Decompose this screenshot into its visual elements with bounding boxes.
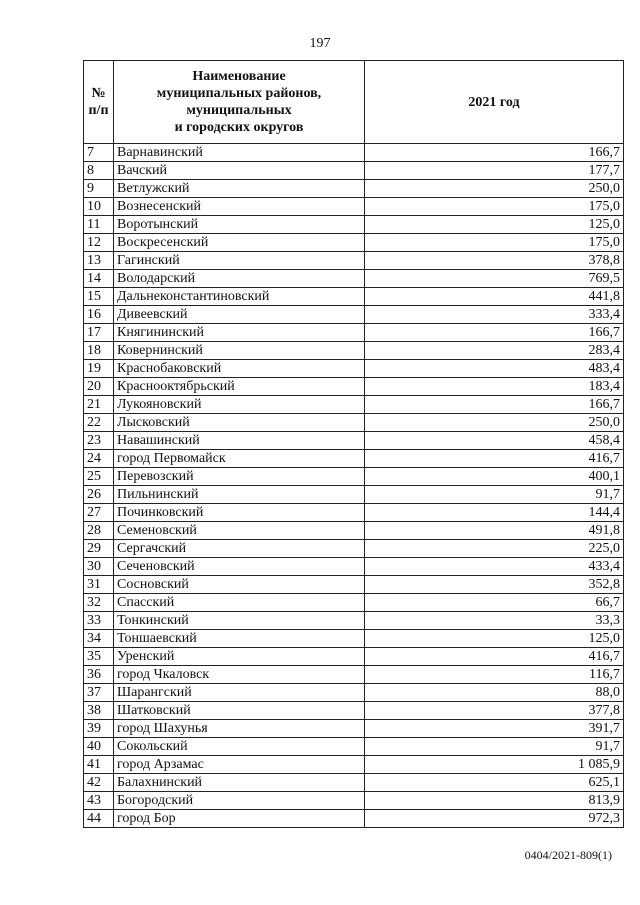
row-number: 13 — [84, 252, 114, 270]
row-value: 125,0 — [365, 216, 624, 234]
row-value: 225,0 — [365, 540, 624, 558]
row-value: 88,0 — [365, 684, 624, 702]
row-name: город Шахунья — [114, 720, 365, 738]
row-number: 24 — [84, 450, 114, 468]
table-row — [84, 666, 624, 684]
row-name: Лукояновский — [114, 396, 365, 414]
table-row — [84, 810, 624, 828]
row-value: 175,0 — [365, 198, 624, 216]
row-number: 27 — [84, 504, 114, 522]
row-number: 36 — [84, 666, 114, 684]
table-row — [84, 450, 624, 468]
row-number: 43 — [84, 792, 114, 810]
row-value: 66,7 — [365, 594, 624, 612]
table-row — [84, 576, 624, 594]
row-value: 166,7 — [365, 396, 624, 414]
row-number: 25 — [84, 468, 114, 486]
row-number: 30 — [84, 558, 114, 576]
row-number: 29 — [84, 540, 114, 558]
row-value: 433,4 — [365, 558, 624, 576]
header-number — [84, 61, 114, 144]
row-name: Тоншаевский — [114, 630, 365, 648]
row-name: Краснобаковский — [114, 360, 365, 378]
row-name: Гагинский — [114, 252, 365, 270]
row-value: 183,4 — [365, 378, 624, 396]
row-number: 18 — [84, 342, 114, 360]
row-number: 44 — [84, 810, 114, 828]
row-name: Перевозский — [114, 468, 365, 486]
table-row — [84, 540, 624, 558]
row-number: 40 — [84, 738, 114, 756]
row-value: 175,0 — [365, 234, 624, 252]
row-name: Шатковский — [114, 702, 365, 720]
row-number: 32 — [84, 594, 114, 612]
row-name: Вознесенский — [114, 198, 365, 216]
header-name-line: муниципальных районов, — [156, 86, 322, 101]
header-year: 2021 год — [365, 61, 624, 144]
row-name: Сосновский — [114, 576, 365, 594]
table-row — [84, 684, 624, 702]
row-name: Ковернинский — [114, 342, 365, 360]
row-name: Воскресенский — [114, 234, 365, 252]
table-row — [84, 414, 624, 432]
table-row — [84, 792, 624, 810]
table-row — [84, 630, 624, 648]
row-value: 813,9 — [365, 792, 624, 810]
row-value: 972,3 — [365, 810, 624, 828]
row-number: 31 — [84, 576, 114, 594]
row-value: 458,4 — [365, 432, 624, 450]
row-number: 9 — [84, 180, 114, 198]
table-row — [84, 522, 624, 540]
row-number: 12 — [84, 234, 114, 252]
table-row — [84, 162, 624, 180]
row-name: Богородский — [114, 792, 365, 810]
header-name — [114, 61, 365, 144]
row-name: Володарский — [114, 270, 365, 288]
table-row — [84, 738, 624, 756]
row-value: 125,0 — [365, 630, 624, 648]
row-value: 250,0 — [365, 180, 624, 198]
row-name: Шарангский — [114, 684, 365, 702]
row-name: Дивеевский — [114, 306, 365, 324]
table-header-row — [84, 61, 624, 144]
row-number: 33 — [84, 612, 114, 630]
row-value: 283,4 — [365, 342, 624, 360]
row-number: 11 — [84, 216, 114, 234]
header-number-line: п/п — [88, 103, 109, 118]
row-value: 378,8 — [365, 252, 624, 270]
table-row — [84, 180, 624, 198]
row-number: 42 — [84, 774, 114, 792]
page-number: 197 — [309, 36, 331, 51]
row-number: 15 — [84, 288, 114, 306]
header-name-line: и городских округов — [174, 120, 304, 135]
allocation-table — [83, 60, 624, 828]
row-number: 39 — [84, 720, 114, 738]
row-name: Лысковский — [114, 414, 365, 432]
table-row — [84, 396, 624, 414]
header-name-line: Наименование — [192, 69, 286, 84]
row-number: 7 — [84, 144, 114, 162]
row-value: 91,7 — [365, 738, 624, 756]
row-name: Воротынский — [114, 216, 365, 234]
row-name: город Чкаловск — [114, 666, 365, 684]
row-number: 23 — [84, 432, 114, 450]
row-name: Сергачский — [114, 540, 365, 558]
row-value: 166,7 — [365, 324, 624, 342]
row-name: город Арзамас — [114, 756, 365, 774]
row-value: 391,7 — [365, 720, 624, 738]
table-row — [84, 468, 624, 486]
row-name: Семеновский — [114, 522, 365, 540]
table-row — [84, 378, 624, 396]
table-row — [84, 504, 624, 522]
row-number: 8 — [84, 162, 114, 180]
table-row — [84, 612, 624, 630]
table-row — [84, 774, 624, 792]
table-row — [84, 756, 624, 774]
row-number: 14 — [84, 270, 114, 288]
table-row — [84, 198, 624, 216]
row-name: Дальнеконстантиновский — [114, 288, 365, 306]
header-number-line: № — [91, 86, 106, 101]
table-row — [84, 270, 624, 288]
row-name: Княгининский — [114, 324, 365, 342]
table-row — [84, 252, 624, 270]
row-value: 416,7 — [365, 648, 624, 666]
row-name: Ветлужский — [114, 180, 365, 198]
row-number: 16 — [84, 306, 114, 324]
row-value: 441,8 — [365, 288, 624, 306]
row-name: Краснооктябрьский — [114, 378, 365, 396]
row-value: 91,7 — [365, 486, 624, 504]
document-code: 0404/2021-809(1) — [524, 848, 612, 862]
row-number: 26 — [84, 486, 114, 504]
row-number: 28 — [84, 522, 114, 540]
table-row — [84, 306, 624, 324]
row-value: 491,8 — [365, 522, 624, 540]
table-row — [84, 360, 624, 378]
row-value: 483,4 — [365, 360, 624, 378]
row-name: Пильнинский — [114, 486, 365, 504]
table-row — [84, 720, 624, 738]
row-value: 352,8 — [365, 576, 624, 594]
row-value: 144,4 — [365, 504, 624, 522]
row-name: Спасский — [114, 594, 365, 612]
table-row — [84, 648, 624, 666]
row-number: 35 — [84, 648, 114, 666]
row-name: Починковский — [114, 504, 365, 522]
row-value: 625,1 — [365, 774, 624, 792]
row-value: 400,1 — [365, 468, 624, 486]
row-number: 17 — [84, 324, 114, 342]
row-value: 416,7 — [365, 450, 624, 468]
row-number: 19 — [84, 360, 114, 378]
table-row — [84, 594, 624, 612]
row-value: 166,7 — [365, 144, 624, 162]
row-number: 21 — [84, 396, 114, 414]
row-value: 177,7 — [365, 162, 624, 180]
row-name: Навашинский — [114, 432, 365, 450]
table-row — [84, 234, 624, 252]
table-row — [84, 144, 624, 162]
table-row — [84, 486, 624, 504]
row-value: 1 085,9 — [365, 756, 624, 774]
table-row — [84, 558, 624, 576]
row-value: 33,3 — [365, 612, 624, 630]
row-name: Сокольский — [114, 738, 365, 756]
row-number: 10 — [84, 198, 114, 216]
row-value: 377,8 — [365, 702, 624, 720]
row-name: Уренский — [114, 648, 365, 666]
row-name: Тонкинский — [114, 612, 365, 630]
row-name: Сеченовский — [114, 558, 365, 576]
row-name: Вачский — [114, 162, 365, 180]
table-row — [84, 324, 624, 342]
row-number: 34 — [84, 630, 114, 648]
table-body — [84, 144, 624, 828]
header-name-line: муниципальных — [186, 103, 292, 118]
row-number: 37 — [84, 684, 114, 702]
table-row — [84, 288, 624, 306]
row-number: 20 — [84, 378, 114, 396]
table-row — [84, 216, 624, 234]
row-name: город Бор — [114, 810, 365, 828]
row-number: 38 — [84, 702, 114, 720]
row-number: 41 — [84, 756, 114, 774]
row-number: 22 — [84, 414, 114, 432]
row-name: город Первомайск — [114, 450, 365, 468]
row-value: 333,4 — [365, 306, 624, 324]
row-value: 769,5 — [365, 270, 624, 288]
row-value: 250,0 — [365, 414, 624, 432]
table-row — [84, 342, 624, 360]
table-row — [84, 432, 624, 450]
table-row — [84, 702, 624, 720]
row-name: Варнавинский — [114, 144, 365, 162]
row-name: Балахнинский — [114, 774, 365, 792]
row-value: 116,7 — [365, 666, 624, 684]
